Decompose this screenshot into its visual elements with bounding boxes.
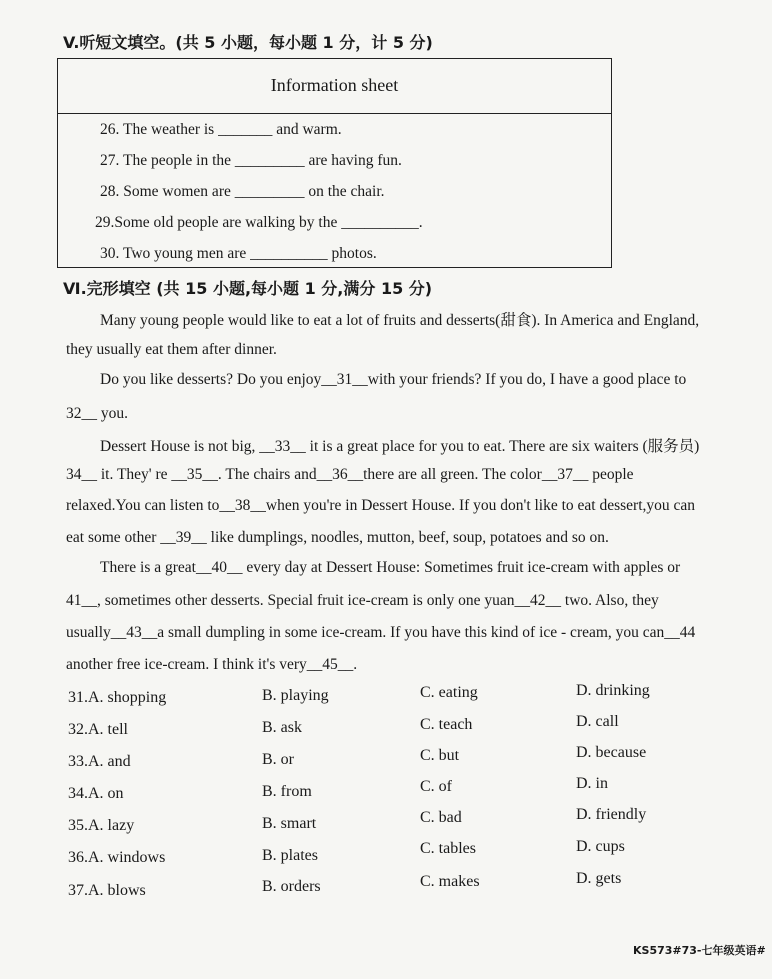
option-33-c: C. but xyxy=(420,747,460,764)
option-32-a: 32.A. tell xyxy=(68,721,128,738)
option-34-b: B. from xyxy=(262,783,312,800)
option-31-d: D. drinking xyxy=(576,682,650,699)
option-31-c: C. eating xyxy=(420,684,478,701)
option-34-a: 34.A. on xyxy=(68,785,124,802)
passage-line-7: relaxed.You can listen to__38__when you're in Dessert House. If you don't like to eat dessert,you can xyxy=(66,497,696,514)
item-26: 26. The weather is _______ and warm. xyxy=(100,121,342,138)
option-36-b: B. plates xyxy=(262,847,318,864)
information-sheet xyxy=(57,58,612,268)
option-35-c: C. bad xyxy=(420,809,462,826)
item-30: 30. Two young men are __________ photos. xyxy=(100,245,377,262)
option-36-c: C. tables xyxy=(420,840,476,857)
option-35-a: 35.A. lazy xyxy=(68,817,135,834)
passage-line-8: eat some other __39__ like dumplings, noodles, mutton, beef, soup, potatoes and so on. xyxy=(66,529,609,546)
option-35-d: D. friendly xyxy=(576,806,647,823)
item-27: 27. The people in the _________ are having fun. xyxy=(100,152,402,169)
option-37-d: D. gets xyxy=(576,870,622,887)
section-5-title: V.听短文填空。(共 5 小题，每小题 1 分，计 5 分) xyxy=(63,33,433,52)
information-sheet-title: Information sheet xyxy=(58,59,611,114)
option-37-c: C. makes xyxy=(420,873,480,890)
passage-line-11: usually__43__a small dumpling in some ice-cream. If you have this kind of ice - cream, you can__44 xyxy=(66,624,696,641)
option-33-a: 33.A. and xyxy=(68,753,131,770)
option-32-c: C. teach xyxy=(420,716,473,733)
option-34-d: D. in xyxy=(576,775,608,792)
option-31-a: 31.A. shopping xyxy=(68,689,167,706)
passage-line-4: 32__ you. xyxy=(66,405,128,422)
option-31-b: B. playing xyxy=(262,687,329,704)
option-35-b: B. smart xyxy=(262,815,317,832)
passage-line-2: they usually eat them after dinner. xyxy=(66,341,277,358)
passage-line-12: another free ice-cream. I think it's very__45__. xyxy=(66,656,358,673)
passage-line-1: Many young people would like to eat a lot of fruits and desserts(甜食). In America and England, xyxy=(100,312,700,329)
option-33-d: D. because xyxy=(576,744,647,761)
passage-line-5: Dessert House is not big, __33__ it is a great place for you to eat. There are six waiters (服务员) xyxy=(100,438,700,455)
passage-line-10: 41__, sometimes other desserts. Special fruit ice-cream is only one yuan__42__ two. Also, they xyxy=(66,592,659,609)
section-6-title: Ⅵ.完形填空 (共 15 小题,每小题 1 分,满分 15 分) xyxy=(63,279,433,298)
page-footer-code: KS573#73-七年级英语# xyxy=(633,944,766,957)
option-32-b: B. ask xyxy=(262,719,302,736)
passage-line-6: 34__ it. They' re __35__. The chairs and__36__there are all green. The color__37__ people xyxy=(66,466,634,483)
option-36-d: D. cups xyxy=(576,838,625,855)
item-28: 28. Some women are _________ on the chair. xyxy=(100,183,385,200)
option-37-a: 37.A. blows xyxy=(68,882,146,899)
item-29: 29.Some old people are walking by the __________. xyxy=(95,214,423,231)
passage-line-3: Do you like desserts? Do you enjoy__31__with your friends? If you do, I have a good place to xyxy=(100,371,687,388)
option-32-d: D. call xyxy=(576,713,619,730)
option-33-b: B. or xyxy=(262,751,294,768)
passage-line-9: There is a great__40__ every day at Dessert House: Sometimes fruit ice-cream with apples or xyxy=(100,559,681,576)
option-34-c: C. of xyxy=(420,778,452,795)
option-36-a: 36.A. windows xyxy=(68,849,166,866)
option-37-b: B. orders xyxy=(262,878,321,895)
